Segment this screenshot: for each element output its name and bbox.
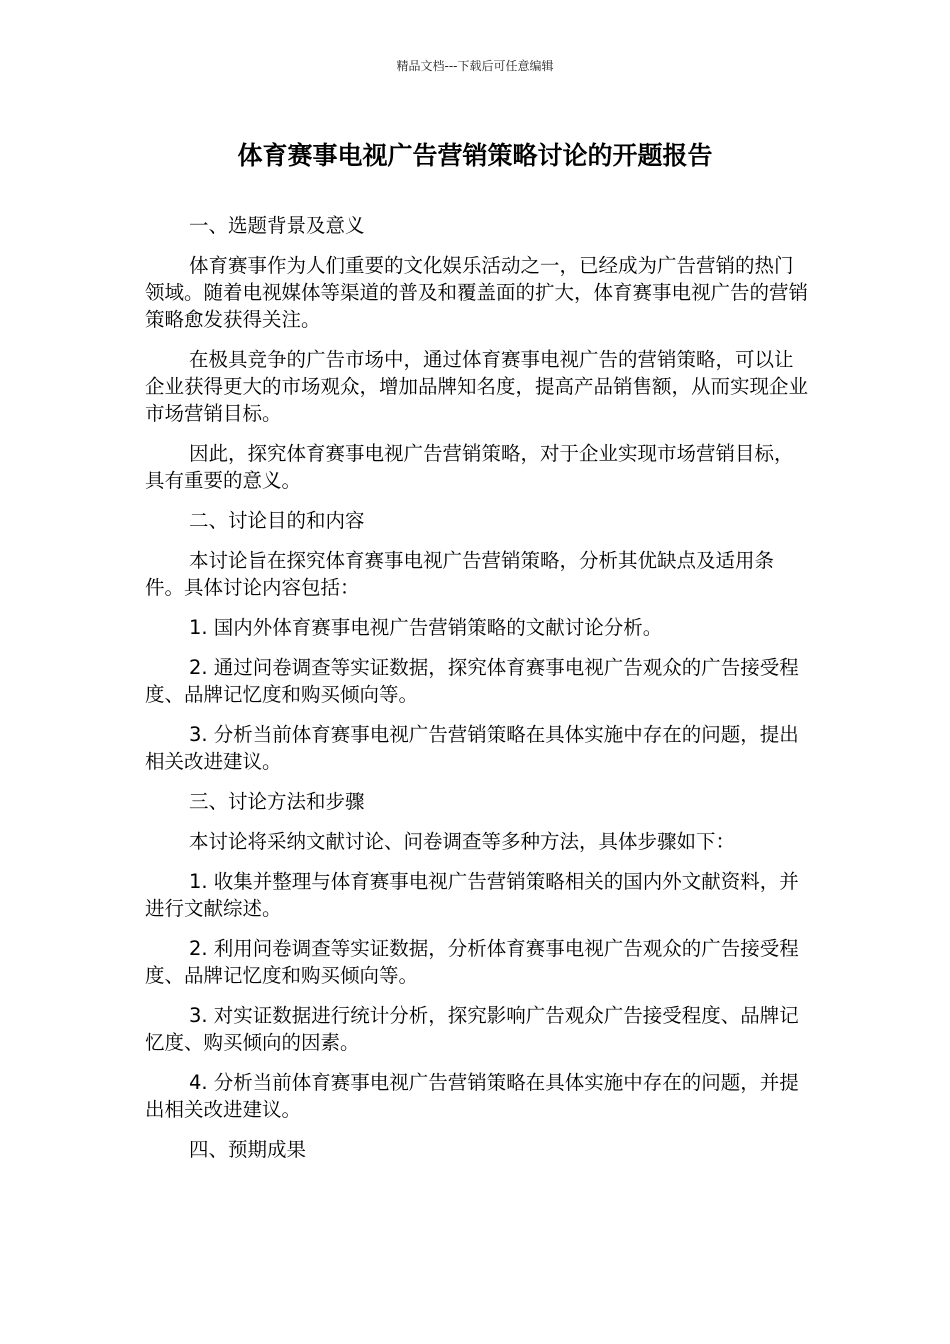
- section-heading-background: 一、选题背景及意义: [189, 214, 365, 237]
- document-title: 体育赛事电视广告营销策略讨论的开题报告: [237, 141, 713, 170]
- paragraph: 本讨论旨在探究体育赛事电视广告营销策略，分析其优缺点及适用条件。具体讨论内容包括：: [145, 549, 775, 599]
- paragraph: 因此，探究体育赛事电视广告营销策略，对于企业实现市场营销目标，具有重要的意义。: [145, 442, 794, 492]
- paragraph: 体育赛事作为人们重要的文化娱乐活动之一，已经成为广告营销的热门领域。随着电视媒体等渠道的普及和覆盖面的扩大，体育赛事电视广告的营销策略愈发获得关注。: [145, 254, 809, 331]
- section-heading-methods: 三、讨论方法和步骤: [189, 790, 365, 813]
- paragraph: 本讨论将采纳文献讨论、问卷调查等多种方法，具体步骤如下：: [189, 830, 736, 853]
- list-item: 1. 收集并整理与体育赛事电视广告营销策略相关的国内外文献资料，并进行文献综述。: [145, 870, 799, 920]
- list-item: 4. 分析当前体育赛事电视广告营销策略在具体实施中存在的问题，并提出相关改进建议。: [145, 1071, 799, 1121]
- list-item: 3. 对实证数据进行统计分析，探究影响广告观众广告接受程度、品牌记忆度、购买倾向的因素。: [145, 1004, 799, 1054]
- document-body: [145, 212, 810, 1176]
- paragraph: 在极具竞争的广告市场中，通过体育赛事电视广告的营销策略，可以让企业获得更大的市场观众，增加品牌知名度，提高产品销售额，从而实现企业市场营销目标。: [145, 348, 809, 425]
- list-item: 3. 分析当前体育赛事电视广告营销策略在具体实施中存在的问题，提出相关改进建议。: [145, 723, 799, 773]
- section-heading-purpose: 二、讨论目的和内容: [189, 509, 365, 532]
- header-note: 精品文档---下载后可任意编辑: [396, 59, 554, 73]
- section-heading-outcomes: 四、预期成果: [189, 1138, 307, 1161]
- list-item: 2. 通过问卷调查等实证数据，探究体育赛事电视广告观众的广告接受程度、品牌记忆度和购买倾向等。: [145, 656, 799, 706]
- list-item: 1. 国内外体育赛事电视广告营销策略的文献讨论分析。: [189, 616, 663, 639]
- list-item: 2. 利用问卷调查等实证数据，分析体育赛事电视广告观众的广告接受程度、品牌记忆度和购买倾向等。: [145, 937, 799, 987]
